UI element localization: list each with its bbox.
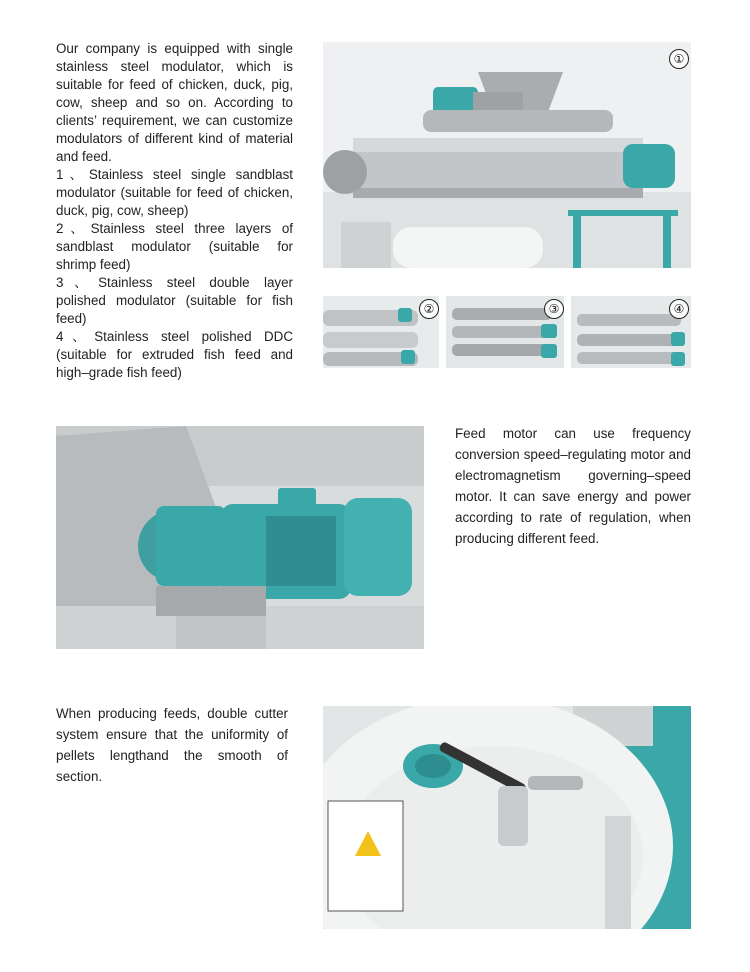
cutter-system-illustration	[323, 706, 691, 929]
badge-2: ②	[419, 299, 439, 319]
feed-motor-text: Feed motor can use frequency conversion speed–regulating motor and electromagnetism governing–speed motor. It can save energy and power according to rate of regulation, when producing different feed.	[455, 426, 691, 546]
modulator-item-2: 2、Stainless steel three layers of sandblast modulator (suitable for shrimp feed)	[56, 221, 293, 272]
modulator-intro: Our company is equipped with single stainless steel modulator, which is suitable for feed of chicken, duck, pig, cow, sheep and so on. According to clients’ requirement, we can customize modulators of different kind of material and feed.	[56, 41, 293, 164]
modulator-description	[56, 40, 293, 382]
badge-3: ③	[544, 299, 564, 319]
modulator-main-photo	[323, 42, 691, 268]
feed-motor-illustration	[56, 426, 424, 649]
modulator-item-3: 3、Stainless steel double layer polished modulator (suitable for fish feed)	[56, 275, 293, 326]
badge-4: ④	[669, 299, 689, 319]
feed-motor-description	[455, 423, 691, 549]
modulator-item-4: 4、Stainless steel polished DDC (suitable for extruded fish feed and high–grade fish feed)	[56, 329, 293, 380]
cutter-text: When producing feeds, double cutter system ensure that the uniformity of pellets lengthand the smooth of section.	[56, 706, 288, 784]
cutter-system-photo	[323, 706, 691, 929]
badge-1: ①	[669, 49, 689, 69]
feed-motor-photo	[56, 426, 424, 649]
modulator-item-1: 1、Stainless steel single sandblast modulator (suitable for feed of chicken, duck, pig, cow, sheep)	[56, 167, 293, 218]
cutter-description	[56, 703, 288, 787]
modulator-main-illustration	[323, 42, 691, 268]
